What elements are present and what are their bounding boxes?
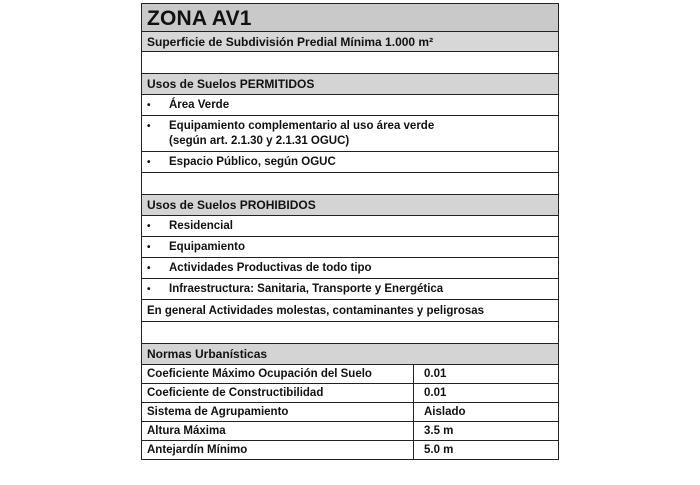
list-item	[141, 116, 559, 152]
list-item-subtext: (según art. 2.1.30 y 2.1.31 OGUC)	[169, 135, 350, 147]
list-item-text: Residencial	[169, 220, 233, 232]
list-item	[141, 216, 559, 237]
bullet-icon: •	[147, 284, 151, 295]
bullet-icon: •	[147, 100, 151, 111]
table-row	[141, 441, 559, 460]
permitted-header: Usos de Suelos PERMITIDOS	[141, 74, 559, 95]
table-row	[141, 403, 559, 422]
bullet-icon: •	[147, 263, 151, 274]
list-item	[141, 279, 559, 300]
prohibited-header: Usos de Suelos PROHIBIDOS	[141, 195, 559, 216]
list-item-text: Equipamiento complementario al uso área verde	[169, 120, 435, 132]
spacer	[141, 52, 559, 74]
table-row	[141, 365, 559, 384]
list-item-text: Espacio Público, según OGUC	[169, 156, 336, 168]
list-item	[141, 95, 559, 116]
bullet-icon: •	[147, 121, 151, 132]
norm-value: 3.5 m	[424, 425, 454, 437]
bullet-icon: •	[147, 157, 151, 168]
norm-label: Coeficiente de Constructibilidad	[142, 384, 414, 402]
zone-title: ZONA AV1	[141, 3, 559, 32]
norm-value: Aislado	[424, 406, 466, 418]
list-item-text: Área Verde	[169, 99, 230, 111]
zone-subtitle: Superficie de Subdivisión Predial Mínima 1.000 m²	[141, 32, 559, 52]
list-item-text: Actividades Productivas de todo tipo	[169, 262, 372, 274]
list-item	[141, 237, 559, 258]
table-row	[141, 384, 559, 403]
list-item	[141, 258, 559, 279]
norm-value: 0.01	[424, 387, 447, 399]
spacer	[141, 173, 559, 195]
norm-label: Sistema de Agrupamiento	[142, 403, 414, 421]
table-row	[141, 422, 559, 441]
bullet-icon: •	[147, 221, 151, 232]
norm-label: Altura Máxima	[142, 422, 414, 440]
list-item-text: Infraestructura: Sanitaria, Transporte y Energética	[169, 283, 444, 295]
norm-value: 5.0 m	[424, 444, 454, 456]
norms-header: Normas Urbanísticas	[141, 344, 559, 365]
zone-table	[141, 3, 559, 460]
list-item-text: Equipamiento	[169, 241, 246, 253]
bullet-icon: •	[147, 242, 151, 253]
spacer	[141, 322, 559, 344]
list-item	[141, 152, 559, 173]
prohibited-note: En general Actividades molestas, contaminantes y peligrosas	[141, 300, 559, 322]
norm-label: Antejardín Mínimo	[142, 441, 414, 459]
norm-value: 0.01	[424, 368, 447, 380]
norm-label: Coeficiente Máximo Ocupación del Suelo	[142, 365, 414, 383]
